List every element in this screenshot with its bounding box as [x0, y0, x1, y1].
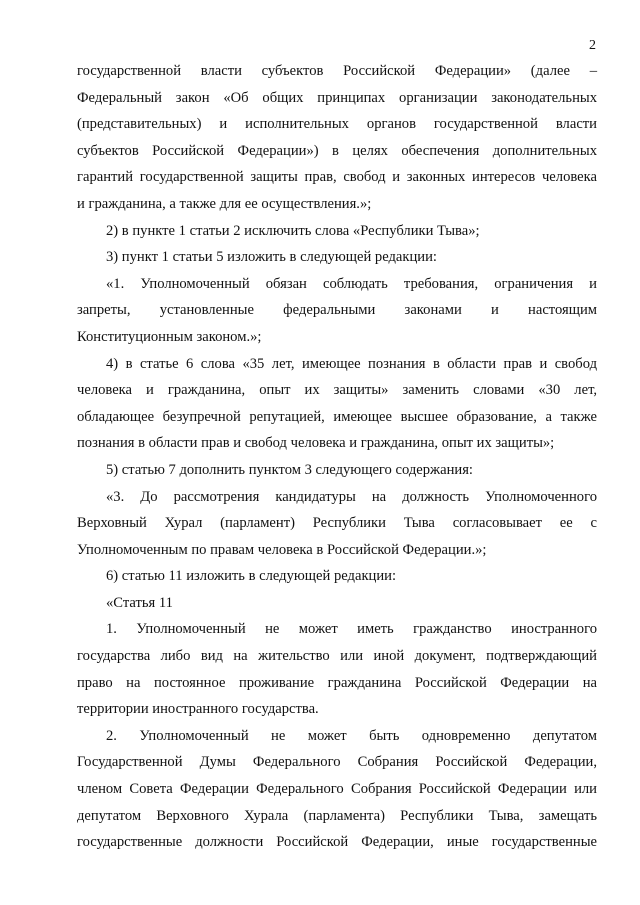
text-line: территории иностранного государства. [77, 701, 319, 718]
text-line: запреты, установленные федеральными законами и настоящим [77, 302, 597, 319]
text-line: право на постоянное проживание гражданина Российской Федерации на [77, 674, 597, 691]
text-line: членом Совета Федерации Федерального Собрания Российской Федерации или [77, 781, 597, 798]
text-line: 3) пункт 1 статьи 5 изложить в следующей редакции: [106, 249, 437, 266]
text-line: Верховный Хурал (парламент) Республики Тыва согласовывает ее с [77, 515, 597, 532]
document-body [77, 58, 597, 856]
text-line: гарантий государственной защиты прав, свобод и законных интересов человека [77, 169, 597, 186]
text-line: государства либо вид на жительство или иной документ, подтверждающий [77, 648, 597, 665]
text-line: государственной власти субъектов Российской Федерации» (далее – [77, 63, 597, 79]
text-line: депутатом Верховного Хурала (парламента) Республики Тыва, замещать [77, 807, 597, 824]
text-line: 2. Уполномоченный не может быть одновременно депутатом [106, 727, 597, 744]
text-line: и гражданина, а также для ее осуществления.»; [77, 195, 372, 212]
text-line: 4) в статье 6 слова «35 лет, имеющее познания в области прав и свобод [106, 355, 597, 372]
text-line: «Статья 11 [106, 594, 173, 611]
text-line: познания в области прав и свобод человека и гражданина, опыт их защиты»; [77, 435, 555, 452]
text-line: 6) статью 11 изложить в следующей редакции: [106, 568, 397, 585]
text-line: 2) в пункте 1 статьи 2 исключить слова «Республики Тыва»; [106, 222, 480, 239]
text-line: 5) статью 7 дополнить пунктом 3 следующего содержания: [106, 461, 473, 478]
text-line: обладающее безупречной репутацией, имеющее высшее образование, а также [77, 408, 597, 425]
text-line: Уполномоченным по правам человека в Российской Федерации.»; [77, 541, 487, 558]
text-line: субъектов Российской Федерации») в целях обеспечения дополнительных [77, 142, 597, 159]
text-line: государственные должности Российской Федерации, иные государственные [77, 834, 597, 851]
text-line: «1. Уполномоченный обязан соблюдать требования, ограничения и [106, 275, 597, 292]
text-line: «3. До рассмотрения кандидатуры на должность Уполномоченного [106, 488, 597, 505]
text-line: 1. Уполномоченный не может иметь гражданство иностранного [106, 621, 597, 638]
page-number: 2 [589, 38, 596, 53]
text-line: Конституционным законом.»; [77, 328, 262, 345]
text-line: (представительных) и исполнительных органов государственной власти [77, 116, 597, 133]
text-line: Федеральный закон «Об общих принципах организации законодательных [77, 89, 597, 106]
text-line: Государственной Думы Федерального Собрания Российской Федерации, [77, 754, 597, 771]
text-line: человека и гражданина, опыт их защиты» заменить словами «30 лет, [77, 382, 597, 399]
